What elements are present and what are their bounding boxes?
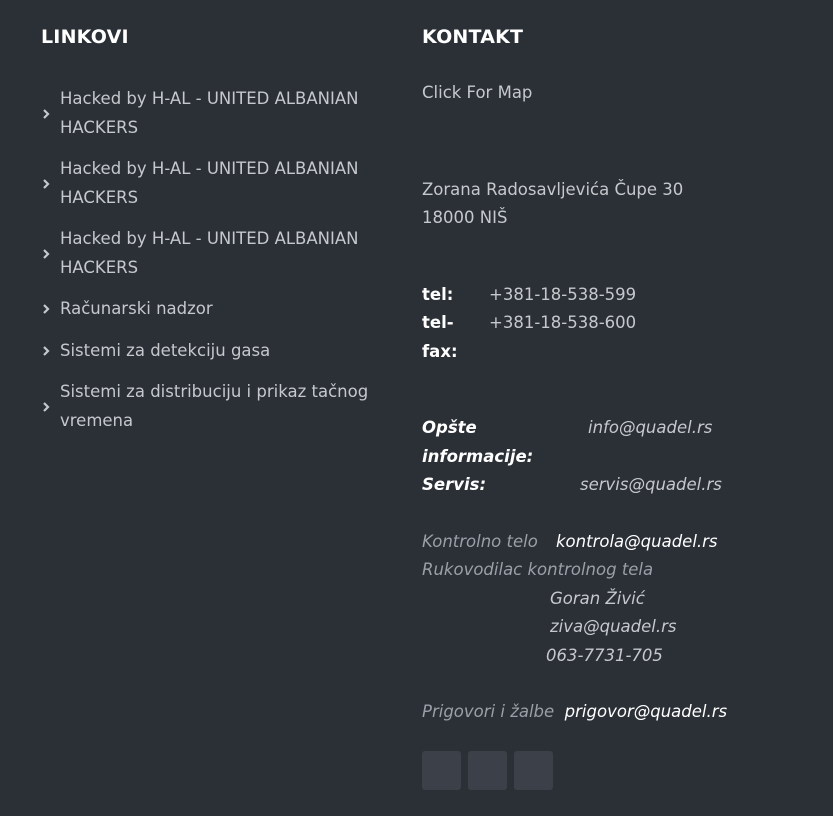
email-block xyxy=(422,414,822,500)
service-email[interactable]: servis@quadel.rs xyxy=(580,475,722,494)
social-icon-1[interactable] xyxy=(422,751,461,790)
control-head-name: Goran Živić xyxy=(550,588,645,608)
link-label: Sistemi za detekciju gasa xyxy=(60,340,271,360)
link-label: Hacked by H-AL - UNITED ALBANIAN HACKERS xyxy=(60,229,359,277)
link-label: Sistemi za distribuciju i prikaz tačnog vremena xyxy=(60,382,369,430)
link-item-tacno-vreme[interactable] xyxy=(41,378,381,435)
address-block xyxy=(422,176,822,233)
tel-label: tel: xyxy=(422,284,454,304)
link-item-hacked-3[interactable] xyxy=(41,225,381,282)
control-head-phone: 063-7731-705 xyxy=(546,645,663,665)
complaints-email[interactable]: prigovor@quadel.rs xyxy=(564,702,728,721)
chevron-right-icon xyxy=(40,178,52,190)
address-city: 18000 NIŠ xyxy=(422,208,508,227)
links-column xyxy=(41,22,381,448)
complaints-label: Prigovori i žalbe xyxy=(422,702,555,721)
links-list xyxy=(41,85,381,435)
link-item-racunarski-nadzor[interactable] xyxy=(41,295,381,324)
link-label: Hacked by H-AL - UNITED ALBANIAN HACKERS xyxy=(60,159,359,207)
chevron-right-icon xyxy=(40,345,52,357)
chevron-right-icon xyxy=(40,108,52,120)
telfax-label: tel-fax: xyxy=(422,313,458,361)
service-label: Servis: xyxy=(422,475,487,494)
link-item-hacked-1[interactable] xyxy=(41,85,381,142)
link-label: Hacked by H-AL - UNITED ALBANIAN HACKERS xyxy=(60,89,359,137)
contact-column xyxy=(422,22,822,727)
contact-heading: KONTAKT xyxy=(422,26,524,48)
control-head-email[interactable]: ziva@quadel.rs xyxy=(550,617,677,636)
link-label: Računarski nadzor xyxy=(60,299,213,318)
telfax-value: +381-18-538-600 xyxy=(489,313,637,332)
social-icon-2[interactable] xyxy=(468,751,507,790)
control-head-label: Rukovodilac kontrolnog tela xyxy=(422,560,654,579)
link-item-detekcija-gasa[interactable] xyxy=(41,337,381,366)
social-links xyxy=(422,751,553,790)
chevron-right-icon xyxy=(40,303,52,315)
link-item-hacked-2[interactable] xyxy=(41,155,381,212)
chevron-right-icon xyxy=(40,248,52,260)
map-link[interactable]: Click For Map xyxy=(422,83,533,102)
general-info-email[interactable]: info@quadel.rs xyxy=(588,418,713,437)
control-body-block xyxy=(422,528,822,671)
chevron-right-icon xyxy=(40,401,52,413)
social-icon-3[interactable] xyxy=(514,751,553,790)
address-street: Zorana Radosavljevića Čupe 30 xyxy=(422,179,684,199)
links-heading: LINKOVI xyxy=(41,26,129,48)
control-label: Kontrolno telo xyxy=(422,531,538,551)
complaints-block xyxy=(422,698,822,727)
control-email[interactable]: kontrola@quadel.rs xyxy=(556,531,718,551)
general-info-label: Opšte informacije: xyxy=(422,418,534,466)
phone-block xyxy=(422,281,822,367)
tel-value: +381-18-538-599 xyxy=(489,284,637,304)
